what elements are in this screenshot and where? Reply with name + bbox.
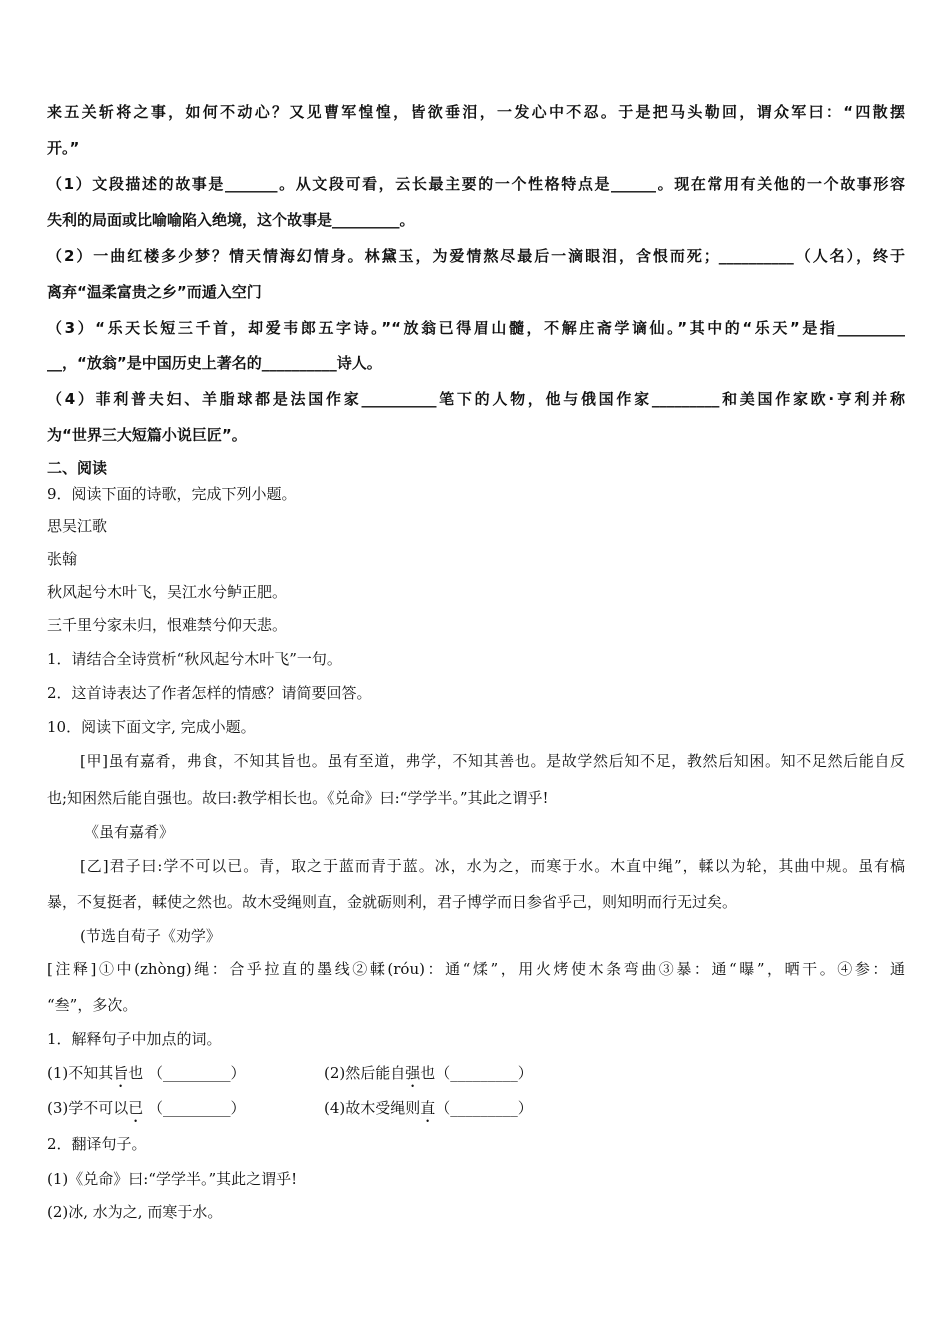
poem-author: 张翰 [47,550,78,568]
passage-yi-source: (节选自荀子《劝学》 [80,927,221,945]
question-10-prompt: 10．阅读下面文字, 完成小题。 [47,718,256,736]
question-9-prompt: 9．阅读下面的诗歌，完成下列小题。 [47,485,297,503]
passage-continued-line: 来五关斩将之事，如何不动心？又见曹军惶惶，皆欲垂泪，一发心中不忍。于是把马头勒回，谓众军曰：“四散摆 [47,103,905,121]
question-2-line: （2）一曲红楼多少梦？情天情海幻情身。林黛玉，为爱情熬尽最后一滴眼泪，含恨而死；__________（人名），终于 [47,247,905,265]
vocab-item-3 [47,1098,246,1126]
vocab-item-text: (4)故木受绳则 [324,1099,421,1117]
question-4-line: （4）菲利普夫妇、羊脂球都是法国作家__________笔下的人物，他与俄国作家_________和美国作家欧·亨利并称 [47,390,905,408]
vocab-item-1 [47,1063,246,1091]
question-1-line: （1）文段描述的故事是_______。从文段可看，云长最主要的一个性格特点是______。现在常用有关他的一个故事形容 [47,175,905,193]
passage-continued-line: 开。” [47,139,80,157]
passage-yi-line: [乙]君子曰:学不可以已。青，取之于蓝而青于蓝。冰，水为之，而寒于水。木直中绳”，輮以为轮，其曲中规。虽有槁 [80,857,905,875]
question-3-line: __，“放翁”是中国历史上著名的__________诗人。 [47,354,382,372]
answer-blank: 也（_________） [420,1064,533,1082]
question-4-line: 为“世界三大短篇小说巨匠”。 [47,426,247,444]
annotation-line: “叁”，多次。 [47,996,138,1014]
poem-line: 秋风起兮木叶飞，吴江水兮鲈正肥。 [47,583,288,601]
question-3-line: （3）“乐天长短三千首，却爱韦郎五字诗。”“放翁已得眉山髓，不解庄斋学谪仙。”其中的“乐天”是指_________ [47,319,905,337]
answer-blank: （_________） [435,1099,533,1117]
answer-blank: （_________） [143,1099,246,1117]
dotted-word: 已 [128,1099,144,1117]
passage-jia-line: [甲]虽有嘉肴，弗食，不知其旨也。虽有至道，弗学，不知其善也。是故学然后知不足，教然后知困。知不足然后能自反 [80,752,905,770]
question-9-sub-1: 1．请结合全诗赏析“秋风起兮木叶飞”一句。 [47,650,342,668]
question-2-line: 离弃“温柔富贵之乡”而遁入空门 [47,283,262,301]
question-9-sub-2: 2．这首诗表达了作者怎样的情感？请简要回答。 [47,684,372,702]
vocab-item-2 [324,1063,533,1091]
answer-blank: 也 （_________） [128,1064,246,1082]
question-10-sub-2: 2．翻译句子。 [47,1135,147,1153]
passage-jia-source: 《虽有嘉肴》 [84,823,175,841]
dotted-word: 直 [420,1099,436,1117]
dotted-word: 旨 [113,1064,129,1082]
translation-item: (1)《兑命》曰:“学学半。”其此之谓乎! [47,1170,298,1188]
annotation-line: [注释]①中(zhòng)绳：合乎拉直的墨线②輮(róu)：通“煣”，用火烤使木条弯曲③暴：通“曝”，晒干。④参：通 [47,960,905,978]
dotted-word: 强 [405,1064,421,1082]
vocab-item-text: (3)学不可以 [47,1099,129,1117]
section-heading: 二、阅读 [47,459,108,477]
question-1-line: 失利的局面或比喻喻陷入绝境，这个故事是_________。 [47,211,415,229]
poem-title: 思吴江歌 [47,517,108,535]
passage-jia-line: 也;知困然后能自强也。故曰:教学相长也。《兑命》曰:“学学半。”其此之谓乎! [47,789,549,807]
poem-line: 三千里兮家未归，恨难禁兮仰天悲。 [47,616,288,634]
vocab-item-text: (1)不知其 [47,1064,114,1082]
translation-item: (2)冰, 水为之, 而寒于水。 [47,1203,223,1221]
vocab-item-4 [324,1098,533,1126]
vocab-item-text: (2)然后能自 [324,1064,406,1082]
question-10-sub-1: 1．解释句子中加点的词。 [47,1030,222,1048]
passage-yi-line: 暴，不复挺者，輮使之然也。故木受绳则直，金就砺则利，君子博学而日参省乎己，则知明而行无过矣。 [47,893,738,911]
